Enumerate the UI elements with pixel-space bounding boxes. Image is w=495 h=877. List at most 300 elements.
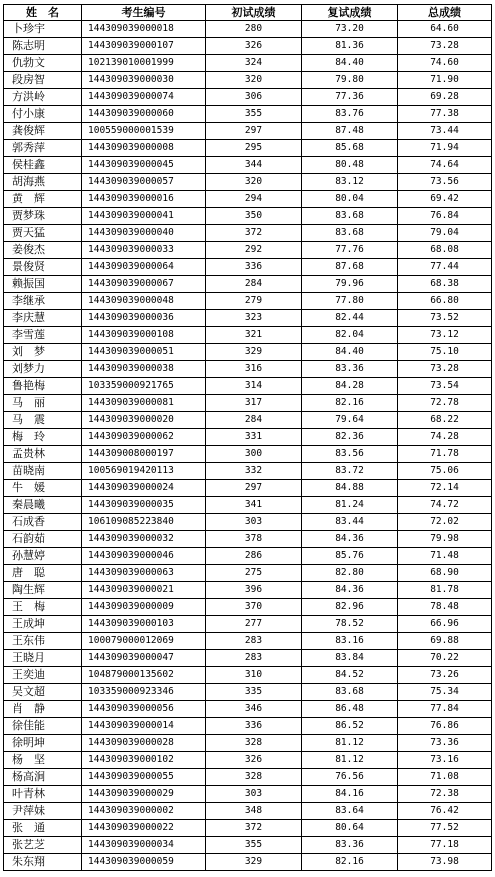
cell-total-score: 72.14 xyxy=(398,480,492,497)
cell-name: 王奕迪 xyxy=(4,667,82,684)
cell-retest-score: 83.36 xyxy=(302,837,398,854)
cell-retest-score: 81.12 xyxy=(302,735,398,752)
cell-total-score: 79.98 xyxy=(398,531,492,548)
cell-total-score: 77.84 xyxy=(398,701,492,718)
cell-retest-score: 83.16 xyxy=(302,633,398,650)
cell-name: 王东伟 xyxy=(4,633,82,650)
table-row xyxy=(4,820,492,837)
cell-name: 秦晨曦 xyxy=(4,497,82,514)
cell-name: 孙慧婷 xyxy=(4,548,82,565)
cell-prelim-score: 335 xyxy=(206,684,302,701)
cell-retest-score: 84.40 xyxy=(302,55,398,72)
cell-retest-score: 82.16 xyxy=(302,395,398,412)
cell-total-score: 73.12 xyxy=(398,327,492,344)
cell-name: 仇勃文 xyxy=(4,55,82,72)
table-row xyxy=(4,548,492,565)
cell-exam-id: 144309039000107 xyxy=(82,38,206,55)
cell-prelim-score: 329 xyxy=(206,344,302,361)
cell-prelim-score: 370 xyxy=(206,599,302,616)
table-row xyxy=(4,463,492,480)
cell-retest-score: 84.36 xyxy=(302,582,398,599)
cell-name: 贾天猛 xyxy=(4,225,82,242)
cell-prelim-score: 292 xyxy=(206,242,302,259)
table-row xyxy=(4,327,492,344)
cell-exam-id: 144309039000008 xyxy=(82,140,206,157)
cell-exam-id: 144309039000047 xyxy=(82,650,206,667)
table-row xyxy=(4,837,492,854)
table-row xyxy=(4,361,492,378)
cell-exam-id: 144309039000062 xyxy=(82,429,206,446)
cell-prelim-score: 297 xyxy=(206,480,302,497)
cell-retest-score: 87.68 xyxy=(302,259,398,276)
cell-total-score: 64.60 xyxy=(398,21,492,38)
cell-retest-score: 87.48 xyxy=(302,123,398,140)
cell-total-score: 77.52 xyxy=(398,820,492,837)
cell-total-score: 81.78 xyxy=(398,582,492,599)
cell-retest-score: 82.16 xyxy=(302,854,398,871)
table-header xyxy=(4,5,492,21)
table-row xyxy=(4,684,492,701)
cell-retest-score: 83.68 xyxy=(302,208,398,225)
cell-total-score: 79.04 xyxy=(398,225,492,242)
cell-total-score: 76.86 xyxy=(398,718,492,735)
cell-retest-score: 84.36 xyxy=(302,531,398,548)
cell-total-score: 74.72 xyxy=(398,497,492,514)
table-row xyxy=(4,854,492,871)
table-row xyxy=(4,446,492,463)
cell-name: 梅 玲 xyxy=(4,429,82,446)
table-row xyxy=(4,803,492,820)
cell-exam-id: 144309039000048 xyxy=(82,293,206,310)
cell-total-score: 69.28 xyxy=(398,89,492,106)
cell-prelim-score: 348 xyxy=(206,803,302,820)
cell-exam-id: 144309039000034 xyxy=(82,837,206,854)
cell-exam-id: 144309039000046 xyxy=(82,548,206,565)
cell-exam-id: 102139010001999 xyxy=(82,55,206,72)
cell-retest-score: 83.68 xyxy=(302,225,398,242)
cell-prelim-score: 328 xyxy=(206,735,302,752)
cell-prelim-score: 350 xyxy=(206,208,302,225)
cell-name: 李继承 xyxy=(4,293,82,310)
cell-exam-id: 144309039000030 xyxy=(82,72,206,89)
cell-retest-score: 84.88 xyxy=(302,480,398,497)
table-row xyxy=(4,514,492,531)
cell-exam-id: 144309039000056 xyxy=(82,701,206,718)
cell-prelim-score: 303 xyxy=(206,786,302,803)
cell-name: 侯桂鑫 xyxy=(4,157,82,174)
cell-name: 贾梦珠 xyxy=(4,208,82,225)
cell-name: 李庆慧 xyxy=(4,310,82,327)
cell-retest-score: 84.16 xyxy=(302,786,398,803)
cell-prelim-score: 326 xyxy=(206,752,302,769)
score-table xyxy=(3,4,492,871)
cell-name: 马 丽 xyxy=(4,395,82,412)
cell-name: 鲁艳梅 xyxy=(4,378,82,395)
cell-name: 叶青林 xyxy=(4,786,82,803)
cell-exam-id: 144309039000064 xyxy=(82,259,206,276)
cell-retest-score: 83.84 xyxy=(302,650,398,667)
cell-prelim-score: 320 xyxy=(206,174,302,191)
cell-prelim-score: 324 xyxy=(206,55,302,72)
cell-exam-id: 144309039000009 xyxy=(82,599,206,616)
table-row xyxy=(4,633,492,650)
table-row xyxy=(4,55,492,72)
table-row xyxy=(4,225,492,242)
table-row xyxy=(4,497,492,514)
cell-total-score: 73.26 xyxy=(398,667,492,684)
cell-prelim-score: 323 xyxy=(206,310,302,327)
cell-exam-id: 144309039000108 xyxy=(82,327,206,344)
cell-name: 徐明坤 xyxy=(4,735,82,752)
cell-prelim-score: 355 xyxy=(206,106,302,123)
cell-total-score: 77.18 xyxy=(398,837,492,854)
cell-name: 苗晓南 xyxy=(4,463,82,480)
cell-name: 郭秀萍 xyxy=(4,140,82,157)
header-total-score: 总成绩 xyxy=(398,5,492,21)
table-row xyxy=(4,718,492,735)
cell-prelim-score: 328 xyxy=(206,769,302,786)
cell-prelim-score: 378 xyxy=(206,531,302,548)
table-row xyxy=(4,480,492,497)
cell-retest-score: 79.80 xyxy=(302,72,398,89)
cell-retest-score: 77.80 xyxy=(302,293,398,310)
cell-exam-id: 100079000012069 xyxy=(82,633,206,650)
cell-prelim-score: 326 xyxy=(206,38,302,55)
cell-prelim-score: 331 xyxy=(206,429,302,446)
cell-total-score: 72.38 xyxy=(398,786,492,803)
cell-exam-id: 104879000135602 xyxy=(82,667,206,684)
cell-retest-score: 83.68 xyxy=(302,684,398,701)
cell-total-score: 71.08 xyxy=(398,769,492,786)
table-row xyxy=(4,89,492,106)
cell-retest-score: 79.64 xyxy=(302,412,398,429)
cell-exam-id: 144309039000059 xyxy=(82,854,206,871)
cell-name: 刘梦力 xyxy=(4,361,82,378)
cell-name: 陶生辉 xyxy=(4,582,82,599)
cell-prelim-score: 294 xyxy=(206,191,302,208)
header-exam-id: 考生编号 xyxy=(82,5,206,21)
table-row xyxy=(4,276,492,293)
cell-exam-id: 144309039000021 xyxy=(82,582,206,599)
cell-exam-id: 144309039000060 xyxy=(82,106,206,123)
cell-exam-id: 100559000001539 xyxy=(82,123,206,140)
cell-exam-id: 144309039000022 xyxy=(82,820,206,837)
cell-retest-score: 77.36 xyxy=(302,89,398,106)
cell-name: 朱东翔 xyxy=(4,854,82,871)
cell-retest-score: 83.12 xyxy=(302,174,398,191)
cell-total-score: 73.44 xyxy=(398,123,492,140)
cell-total-score: 68.22 xyxy=(398,412,492,429)
cell-retest-score: 82.36 xyxy=(302,429,398,446)
cell-prelim-score: 314 xyxy=(206,378,302,395)
cell-total-score: 68.90 xyxy=(398,565,492,582)
table-row xyxy=(4,344,492,361)
cell-prelim-score: 295 xyxy=(206,140,302,157)
cell-name: 杨 坚 xyxy=(4,752,82,769)
cell-prelim-score: 283 xyxy=(206,633,302,650)
cell-total-score: 74.64 xyxy=(398,157,492,174)
cell-prelim-score: 306 xyxy=(206,89,302,106)
cell-total-score: 71.90 xyxy=(398,72,492,89)
cell-total-score: 73.16 xyxy=(398,752,492,769)
cell-retest-score: 83.56 xyxy=(302,446,398,463)
cell-total-score: 72.02 xyxy=(398,514,492,531)
cell-total-score: 73.56 xyxy=(398,174,492,191)
cell-name: 刘 梦 xyxy=(4,344,82,361)
header-row xyxy=(4,5,492,21)
cell-total-score: 73.54 xyxy=(398,378,492,395)
table-row xyxy=(4,565,492,582)
cell-prelim-score: 300 xyxy=(206,446,302,463)
cell-name: 姜俊杰 xyxy=(4,242,82,259)
cell-total-score: 66.96 xyxy=(398,616,492,633)
cell-name: 付小康 xyxy=(4,106,82,123)
cell-exam-id: 144309039000063 xyxy=(82,565,206,582)
cell-retest-score: 81.36 xyxy=(302,38,398,55)
cell-total-score: 74.60 xyxy=(398,55,492,72)
table-row xyxy=(4,599,492,616)
cell-prelim-score: 336 xyxy=(206,718,302,735)
table-row xyxy=(4,106,492,123)
table-row xyxy=(4,293,492,310)
cell-total-score: 76.42 xyxy=(398,803,492,820)
table-row xyxy=(4,123,492,140)
cell-name: 卜珍宇 xyxy=(4,21,82,38)
cell-name: 黄 辉 xyxy=(4,191,82,208)
cell-exam-id: 144309039000081 xyxy=(82,395,206,412)
table-row xyxy=(4,395,492,412)
cell-retest-score: 84.28 xyxy=(302,378,398,395)
cell-name: 王晓月 xyxy=(4,650,82,667)
cell-total-score: 75.06 xyxy=(398,463,492,480)
cell-retest-score: 82.80 xyxy=(302,565,398,582)
table-row xyxy=(4,786,492,803)
table-row xyxy=(4,174,492,191)
cell-exam-id: 144309039000038 xyxy=(82,361,206,378)
cell-exam-id: 144309039000002 xyxy=(82,803,206,820)
table-row xyxy=(4,140,492,157)
table-row xyxy=(4,259,492,276)
cell-prelim-score: 372 xyxy=(206,820,302,837)
header-prelim-score: 初试成绩 xyxy=(206,5,302,21)
cell-name: 马 震 xyxy=(4,412,82,429)
cell-prelim-score: 275 xyxy=(206,565,302,582)
cell-name: 李雪莲 xyxy=(4,327,82,344)
cell-exam-id: 144309039000055 xyxy=(82,769,206,786)
cell-name: 吴文超 xyxy=(4,684,82,701)
table-row xyxy=(4,242,492,259)
cell-retest-score: 84.52 xyxy=(302,667,398,684)
cell-retest-score: 83.36 xyxy=(302,361,398,378)
cell-prelim-score: 280 xyxy=(206,21,302,38)
table-row xyxy=(4,157,492,174)
cell-total-score: 75.10 xyxy=(398,344,492,361)
cell-name: 王成坤 xyxy=(4,616,82,633)
cell-prelim-score: 286 xyxy=(206,548,302,565)
table-row xyxy=(4,616,492,633)
cell-exam-id: 144309039000032 xyxy=(82,531,206,548)
table-row xyxy=(4,701,492,718)
table-row xyxy=(4,667,492,684)
cell-total-score: 78.48 xyxy=(398,599,492,616)
cell-name: 张艺芝 xyxy=(4,837,82,854)
cell-exam-id: 144309039000024 xyxy=(82,480,206,497)
cell-total-score: 66.80 xyxy=(398,293,492,310)
table-row xyxy=(4,582,492,599)
cell-total-score: 77.44 xyxy=(398,259,492,276)
header-retest-score: 复试成绩 xyxy=(302,5,398,21)
table-row xyxy=(4,735,492,752)
table-body xyxy=(4,21,492,871)
cell-retest-score: 80.48 xyxy=(302,157,398,174)
cell-prelim-score: 317 xyxy=(206,395,302,412)
cell-total-score: 73.36 xyxy=(398,735,492,752)
cell-prelim-score: 283 xyxy=(206,650,302,667)
cell-exam-id: 144309039000102 xyxy=(82,752,206,769)
cell-exam-id: 144309039000041 xyxy=(82,208,206,225)
table-row xyxy=(4,429,492,446)
cell-prelim-score: 336 xyxy=(206,259,302,276)
cell-total-score: 70.22 xyxy=(398,650,492,667)
cell-total-score: 73.28 xyxy=(398,361,492,378)
table-row xyxy=(4,531,492,548)
cell-retest-score: 77.76 xyxy=(302,242,398,259)
cell-exam-id: 144309039000051 xyxy=(82,344,206,361)
cell-prelim-score: 284 xyxy=(206,276,302,293)
table-row xyxy=(4,38,492,55)
cell-retest-score: 73.20 xyxy=(302,21,398,38)
cell-exam-id: 106109085223840 xyxy=(82,514,206,531)
cell-total-score: 74.28 xyxy=(398,429,492,446)
cell-total-score: 73.98 xyxy=(398,854,492,871)
cell-prelim-score: 316 xyxy=(206,361,302,378)
cell-retest-score: 80.64 xyxy=(302,820,398,837)
cell-name: 尹萍妹 xyxy=(4,803,82,820)
cell-name: 牛 媛 xyxy=(4,480,82,497)
table-row xyxy=(4,378,492,395)
table-row xyxy=(4,310,492,327)
cell-name: 张 通 xyxy=(4,820,82,837)
cell-prelim-score: 396 xyxy=(206,582,302,599)
cell-total-score: 68.38 xyxy=(398,276,492,293)
cell-exam-id: 144309039000045 xyxy=(82,157,206,174)
cell-name: 方洪岭 xyxy=(4,89,82,106)
cell-prelim-score: 297 xyxy=(206,123,302,140)
cell-prelim-score: 320 xyxy=(206,72,302,89)
cell-name: 龚俊辉 xyxy=(4,123,82,140)
cell-total-score: 72.78 xyxy=(398,395,492,412)
cell-prelim-score: 310 xyxy=(206,667,302,684)
cell-retest-score: 85.76 xyxy=(302,548,398,565)
cell-exam-id: 144309039000018 xyxy=(82,21,206,38)
cell-exam-id: 144309039000040 xyxy=(82,225,206,242)
cell-retest-score: 81.12 xyxy=(302,752,398,769)
cell-retest-score: 85.68 xyxy=(302,140,398,157)
cell-retest-score: 86.52 xyxy=(302,718,398,735)
cell-exam-id: 144309039000020 xyxy=(82,412,206,429)
cell-total-score: 71.48 xyxy=(398,548,492,565)
cell-retest-score: 80.04 xyxy=(302,191,398,208)
cell-retest-score: 84.40 xyxy=(302,344,398,361)
cell-total-score: 69.88 xyxy=(398,633,492,650)
cell-exam-id: 144309008000197 xyxy=(82,446,206,463)
table-row xyxy=(4,21,492,38)
cell-total-score: 73.52 xyxy=(398,310,492,327)
cell-retest-score: 76.56 xyxy=(302,769,398,786)
cell-retest-score: 86.48 xyxy=(302,701,398,718)
cell-prelim-score: 321 xyxy=(206,327,302,344)
cell-total-score: 77.38 xyxy=(398,106,492,123)
cell-name: 景俊贤 xyxy=(4,259,82,276)
table-row xyxy=(4,208,492,225)
cell-prelim-score: 372 xyxy=(206,225,302,242)
cell-prelim-score: 346 xyxy=(206,701,302,718)
cell-prelim-score: 341 xyxy=(206,497,302,514)
cell-name: 徐佳能 xyxy=(4,718,82,735)
table-row xyxy=(4,72,492,89)
cell-exam-id: 144309039000014 xyxy=(82,718,206,735)
table-row xyxy=(4,769,492,786)
cell-total-score: 71.94 xyxy=(398,140,492,157)
cell-retest-score: 79.96 xyxy=(302,276,398,293)
cell-exam-id: 144309039000067 xyxy=(82,276,206,293)
cell-exam-id: 144309039000016 xyxy=(82,191,206,208)
cell-total-score: 68.08 xyxy=(398,242,492,259)
cell-name: 胡海燕 xyxy=(4,174,82,191)
cell-prelim-score: 277 xyxy=(206,616,302,633)
cell-name: 石韵茹 xyxy=(4,531,82,548)
cell-retest-score: 83.44 xyxy=(302,514,398,531)
cell-prelim-score: 332 xyxy=(206,463,302,480)
cell-retest-score: 82.96 xyxy=(302,599,398,616)
cell-total-score: 76.84 xyxy=(398,208,492,225)
cell-name: 陈志明 xyxy=(4,38,82,55)
cell-exam-id: 144309039000074 xyxy=(82,89,206,106)
cell-name: 王 梅 xyxy=(4,599,82,616)
cell-exam-id: 144309039000057 xyxy=(82,174,206,191)
cell-prelim-score: 329 xyxy=(206,854,302,871)
cell-exam-id: 144309039000035 xyxy=(82,497,206,514)
cell-exam-id: 103359000923346 xyxy=(82,684,206,701)
cell-exam-id: 100569019420113 xyxy=(82,463,206,480)
table-row xyxy=(4,412,492,429)
table-row xyxy=(4,752,492,769)
cell-retest-score: 83.76 xyxy=(302,106,398,123)
cell-retest-score: 83.72 xyxy=(302,463,398,480)
cell-name: 孟贵林 xyxy=(4,446,82,463)
cell-total-score: 71.78 xyxy=(398,446,492,463)
cell-total-score: 75.34 xyxy=(398,684,492,701)
cell-prelim-score: 355 xyxy=(206,837,302,854)
cell-name: 石成香 xyxy=(4,514,82,531)
table-row xyxy=(4,650,492,667)
cell-prelim-score: 279 xyxy=(206,293,302,310)
table-row xyxy=(4,191,492,208)
cell-exam-id: 144309039000103 xyxy=(82,616,206,633)
cell-prelim-score: 344 xyxy=(206,157,302,174)
cell-name: 段房智 xyxy=(4,72,82,89)
cell-retest-score: 78.52 xyxy=(302,616,398,633)
cell-exam-id: 144309039000028 xyxy=(82,735,206,752)
cell-exam-id: 144309039000029 xyxy=(82,786,206,803)
cell-retest-score: 81.24 xyxy=(302,497,398,514)
cell-prelim-score: 284 xyxy=(206,412,302,429)
cell-retest-score: 82.44 xyxy=(302,310,398,327)
cell-total-score: 73.28 xyxy=(398,38,492,55)
cell-retest-score: 83.64 xyxy=(302,803,398,820)
cell-total-score: 69.42 xyxy=(398,191,492,208)
cell-name: 肖 静 xyxy=(4,701,82,718)
